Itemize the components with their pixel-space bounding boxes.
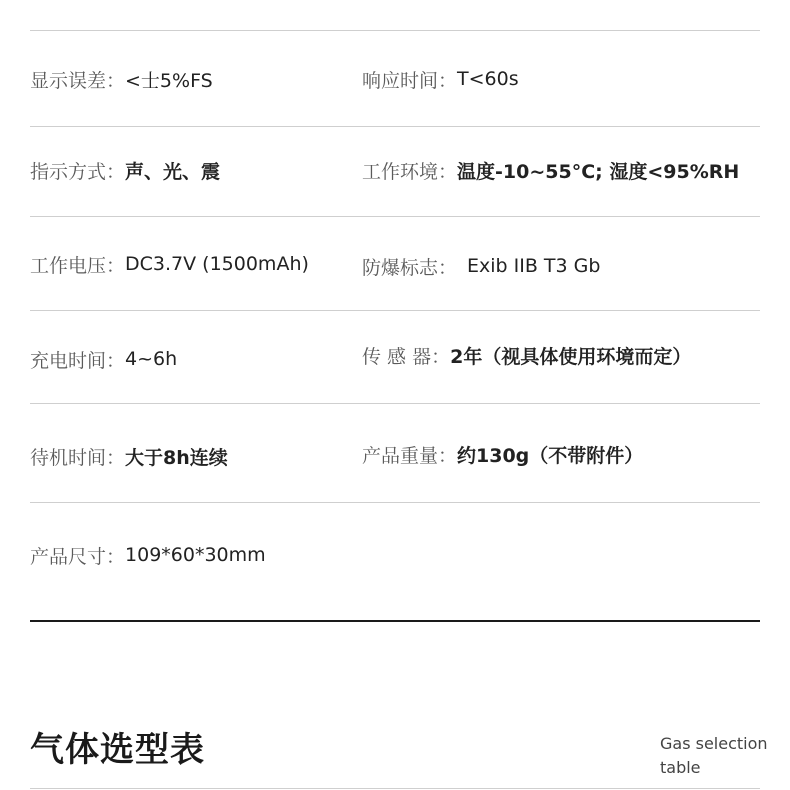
section-title: 气体选型表 <box>30 730 205 770</box>
spec-value: 声、光、震 <box>125 160 221 183</box>
spec-standby-time <box>30 441 228 471</box>
spec-sensor <box>362 340 691 370</box>
section-subtitle: Gas selection table <box>660 734 768 777</box>
row-divider <box>30 502 760 503</box>
spec-value: 2年（视具体使用环境而定） <box>450 345 692 368</box>
row-divider <box>30 30 760 31</box>
spec-label: 传 感 器： <box>362 345 451 368</box>
spec-value: 大于8h连续 <box>125 446 228 469</box>
spec-working-voltage <box>30 249 309 279</box>
spec-label: 产品重量： <box>362 444 458 467</box>
spec-value: 4~6h <box>125 348 178 370</box>
spec-label: 显示误差： <box>30 69 126 92</box>
row-divider <box>30 310 760 311</box>
spec-label: 指示方式： <box>30 160 126 183</box>
spec-label: 充电时间： <box>30 349 126 372</box>
spec-display-error <box>30 64 213 94</box>
spec-product-weight <box>362 439 643 469</box>
spec-charging-time <box>30 344 177 374</box>
section-bottom-divider <box>30 788 760 789</box>
spec-value: <士5%FS <box>125 69 213 92</box>
spec-label: 工作环境： <box>362 160 458 183</box>
spec-explosion-proof-mark <box>362 251 600 281</box>
spec-value: 温度-10~55°C; 湿度<95%RH <box>457 160 740 183</box>
row-divider <box>30 216 760 217</box>
spec-label: 产品尺寸： <box>30 545 126 568</box>
row-divider <box>30 403 760 404</box>
spec-value: 109*60*30mm <box>125 544 266 566</box>
section-divider <box>30 620 760 622</box>
spec-value: 约130g（不带附件） <box>457 444 644 467</box>
spec-indication-mode <box>30 155 220 185</box>
spec-value: T<60s <box>457 68 519 90</box>
spec-label: 响应时间： <box>362 69 458 92</box>
spec-label: 防爆标志： <box>362 256 458 279</box>
spec-product-size <box>30 540 266 570</box>
row-divider <box>30 126 760 127</box>
spec-label: 待机时间： <box>30 446 126 469</box>
spec-work-environment <box>362 155 739 185</box>
spec-value: DC3.7V (1500mAh) <box>125 253 309 275</box>
spec-response-time <box>362 64 519 94</box>
spec-value: Exib IIB T3 Gb <box>467 255 601 277</box>
spec-label: 工作电压： <box>30 254 126 277</box>
